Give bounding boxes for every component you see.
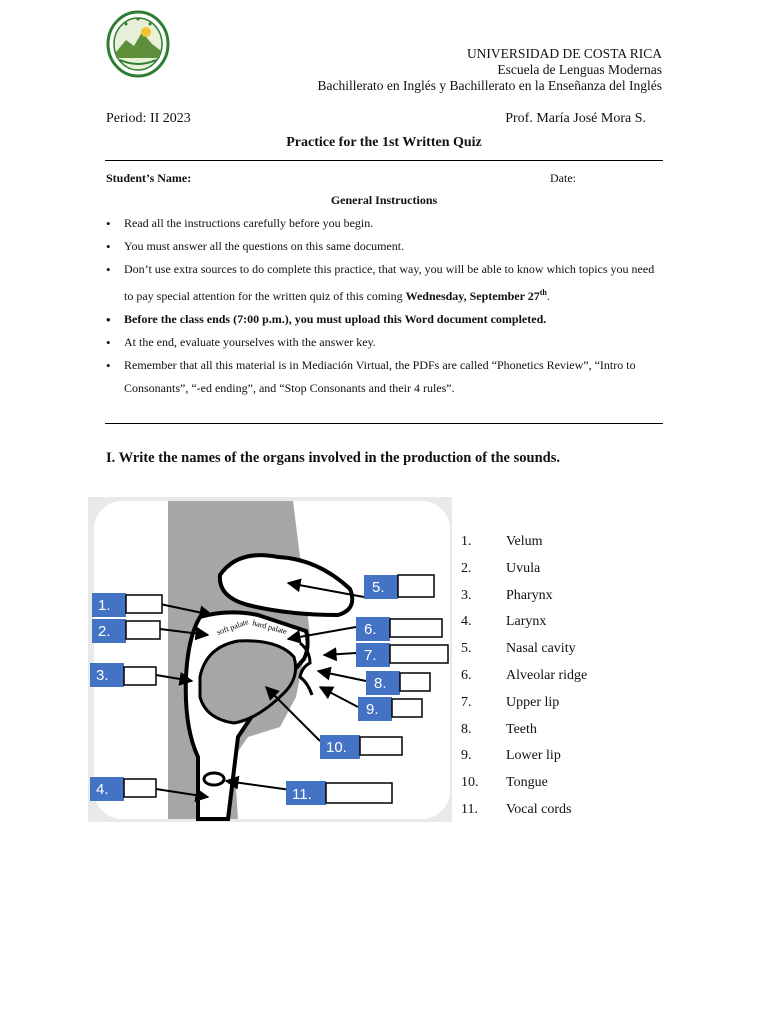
svg-text:6.: 6.: [364, 621, 377, 638]
diagram-label-11: [286, 781, 392, 805]
diagram-label-10: [320, 735, 402, 759]
list-item: • You must answer all the questions on this same document.: [106, 235, 662, 258]
student-name-label: Student’s Name:: [106, 171, 192, 185]
diagram-label-3: [90, 663, 156, 687]
university-header: [318, 46, 663, 94]
diagram-label-6: [356, 617, 442, 641]
diagram-label-8: [366, 671, 430, 695]
divider-bottom: [105, 423, 663, 424]
list-item: 10. Tongue: [461, 775, 548, 791]
answer-list: [461, 529, 587, 824]
diagram-label-9: [358, 697, 422, 721]
list-item: 9. Lower lip: [461, 748, 561, 764]
diagram-label-1: [92, 593, 162, 617]
list-item: 4. Larynx: [461, 614, 547, 630]
svg-text:11.: 11.: [292, 786, 312, 803]
svg-text:5.: 5.: [372, 579, 385, 596]
period-label: Period: II 2023: [106, 111, 191, 126]
svg-text:4.: 4.: [96, 781, 109, 798]
date-label: Date:: [550, 171, 576, 185]
document-title: Practice for the 1st Written Quiz: [286, 135, 482, 150]
list-item: 6. Alveolar ridge: [461, 667, 588, 683]
list-item: 5. Nasal cavity: [461, 641, 576, 657]
list-item: • Read all the instructions carefully before you begin.: [106, 212, 662, 235]
svg-text:8.: 8.: [374, 675, 387, 692]
section-title: I. Write the names of the organs involved in the production of the sounds.: [106, 450, 560, 466]
diagram-label-5: [364, 575, 434, 599]
list-item: 3. Pharynx: [461, 587, 553, 603]
svg-text:7.: 7.: [364, 647, 377, 664]
list-item: • Before the class ends (7:00 p.m.), you must upload this Word document completed.: [106, 308, 662, 331]
list-item: 8. Teeth: [461, 721, 537, 737]
divider-top: [105, 160, 663, 161]
professor-name: Prof. María José Mora S.: [505, 111, 646, 126]
program-name: Bachillerato en Inglés y Bachillerato en la Enseñanza del Inglés: [317, 78, 662, 93]
diagram-label-4: [90, 777, 156, 801]
list-item: • Remember that all this material is in Mediación Virtual, the PDFs are called “Phonetics Review”, “Intro to Consonants”, “-ed ending”, and “Stop Consonants and their 4 rules”.: [106, 354, 662, 400]
svg-text:9.: 9.: [366, 701, 379, 718]
diagram-label-2: [92, 619, 160, 643]
hard-palate-label: hard palate: [251, 618, 288, 637]
university-seal-logo: [106, 10, 170, 78]
list-item: 1. Velum: [461, 534, 543, 549]
vocal-tract-diagram: [88, 497, 452, 822]
list-item: 2. Uvula: [461, 560, 541, 576]
list-item: • At the end, evaluate yourselves with the answer key.: [106, 331, 662, 354]
list-item: 11. Vocal cords: [461, 801, 572, 817]
soft-palate-label: soft palate: [215, 617, 250, 637]
diagram-label-7: [356, 643, 448, 667]
svg-text:2.: 2.: [98, 623, 111, 640]
svg-text:3.: 3.: [96, 667, 109, 684]
list-item: • Don’t use extra sources to do complete this practice, that way, you will be able to know which topics you need to pay special attention for the written quiz of this coming Wednesday, September 27th.: [106, 258, 662, 308]
instructions-list: [106, 212, 662, 400]
instructions-heading: General Instructions: [330, 193, 438, 207]
school-name: Escuela de Lenguas Modernas: [497, 62, 662, 77]
svg-text:1.: 1.: [98, 597, 111, 614]
university-name: UNIVERSIDAD DE COSTA RICA: [466, 46, 662, 61]
list-item: 7. Upper lip: [461, 694, 560, 710]
svg-text:10.: 10.: [326, 739, 347, 756]
